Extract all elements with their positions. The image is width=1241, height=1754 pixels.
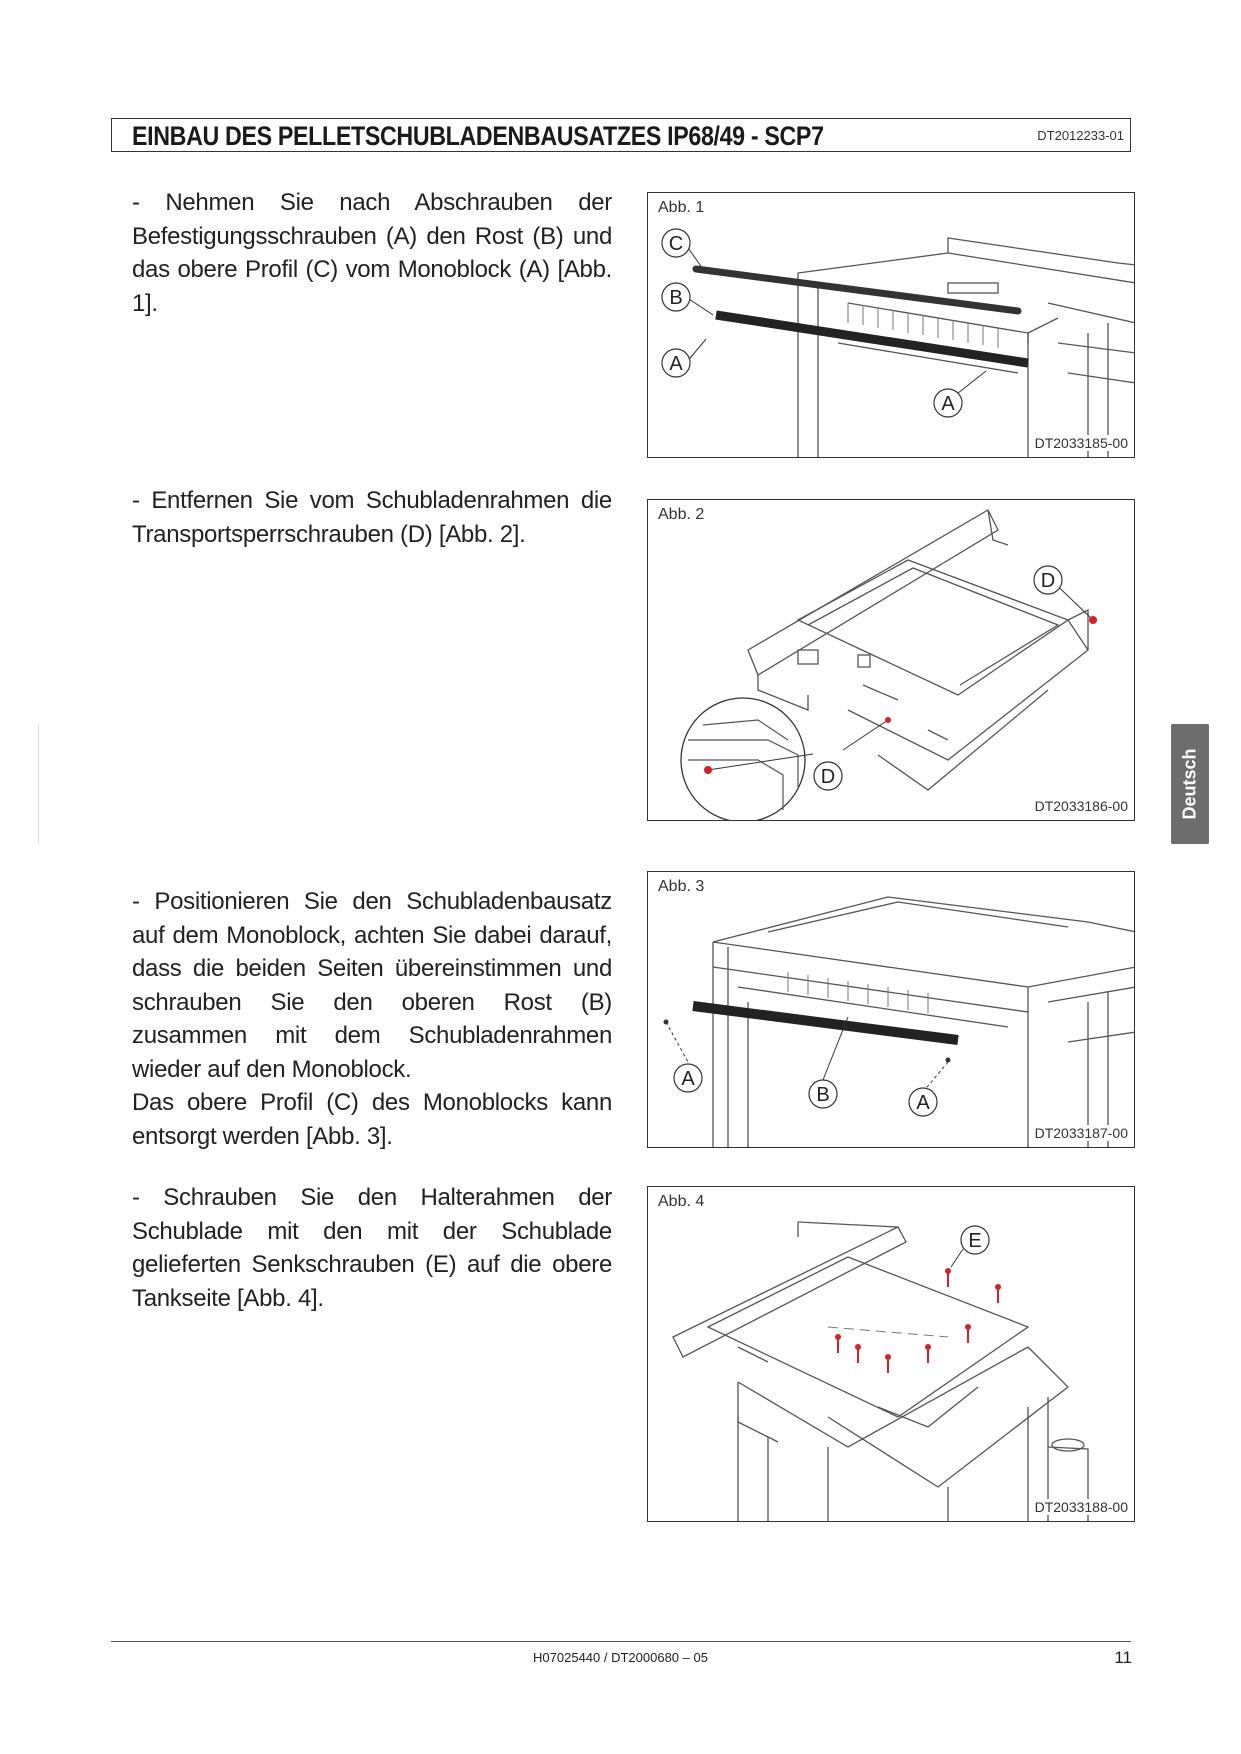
grate-b: [693, 1006, 958, 1040]
figure-3-label: Abb. 3: [658, 878, 705, 895]
callout-b: B: [669, 287, 683, 309]
step-2-text: - Entfernen Sie vom Schubladenrahmen die Transportsperrschrauben (D) [Abb. 2].: [132, 487, 612, 548]
section-title-box: [111, 118, 1131, 152]
figure-4-code: DT2033188-00: [1034, 1499, 1128, 1515]
instruction-step-3: [132, 885, 612, 1153]
page-title: EINBAU DES PELLETSCHUBLADENBAUSATZES IP68/49 - SCP7: [132, 121, 824, 151]
callout-a2: A: [941, 393, 955, 415]
figure-abb-3: [647, 871, 1135, 1148]
callout-d: D: [1040, 570, 1056, 592]
instruction-step-1: [132, 186, 612, 320]
document-code: DT2012233-01: [1037, 128, 1124, 143]
screw-e-5: [885, 1354, 891, 1360]
callout-d2: D: [820, 766, 836, 788]
figure-abb-1: [647, 192, 1135, 458]
step-3-note: Das obere Profil (C) des Monoblocks kann entsorgt werden [Abb. 3].: [132, 1089, 612, 1150]
margin-guide: [38, 724, 39, 844]
figure-1-label: Abb. 1: [658, 199, 705, 216]
callout-c: C: [668, 233, 684, 255]
figure-2-code: DT2033186-00: [1034, 798, 1128, 814]
instruction-step-2: [132, 484, 612, 551]
figure-4-label: Abb. 4: [658, 1193, 705, 1210]
figure-4-drawing: [648, 1187, 1135, 1522]
figure-abb-4: [647, 1186, 1135, 1522]
callout-b: B: [816, 1084, 830, 1106]
screw-d-detail: [704, 766, 712, 774]
callout-e: E: [968, 1230, 982, 1252]
footer-reference: H07025440 / DT2000680 – 05: [533, 1650, 708, 1665]
step-4-text: - Schrauben Sie den Halterahmen der Schublade mit den mit der Schublade gelieferten Senkschrauben (E) auf die obere Tankseite [Abb. 4].: [132, 1184, 612, 1312]
figure-2-drawing: [648, 500, 1135, 821]
language-tab-label: Deutsch: [1179, 748, 1200, 820]
screw-e-3: [835, 1334, 841, 1340]
grate-b: [716, 315, 1028, 363]
figure-1-drawing: [648, 193, 1135, 458]
step-1-text: - Nehmen Sie nach Abschrauben der Befestigungsschrauben (A) den Rost (B) und das obere Profil (C) vom Monoblock (A) [Abb. 1].: [132, 189, 612, 317]
instruction-step-4: [132, 1181, 612, 1315]
screw-e-6: [925, 1344, 931, 1350]
screw-e-4: [855, 1344, 861, 1350]
figure-3-code: DT2033187-00: [1034, 1125, 1128, 1141]
callout-a: A: [669, 353, 683, 375]
footer-divider: [111, 1641, 1131, 1642]
figure-2-label: Abb. 2: [658, 506, 705, 523]
figure-3-drawing: [648, 872, 1135, 1148]
callout-a: A: [681, 1068, 695, 1090]
screw-e-1: [945, 1268, 951, 1274]
page-number: 11: [1114, 1648, 1132, 1667]
screw-d-front: [885, 717, 891, 723]
step-3-text: - Positionieren Sie den Schubladenbausatz auf dem Monoblock, achten Sie dabei darauf, dass die beiden Seiten übereinstimmen und schrauben Sie den oberen Rost (B) zusammen mit dem Schubladenrahmen wieder auf den Monoblock.: [132, 888, 612, 1083]
screw-e-2: [995, 1284, 1001, 1290]
screw-d-right: [1089, 616, 1097, 624]
figure-1-code: DT2033185-00: [1034, 435, 1128, 451]
screw-e-7: [965, 1324, 971, 1330]
figure-abb-2: [647, 499, 1135, 821]
callout-a2: A: [916, 1092, 930, 1114]
language-tab: [1171, 724, 1209, 844]
